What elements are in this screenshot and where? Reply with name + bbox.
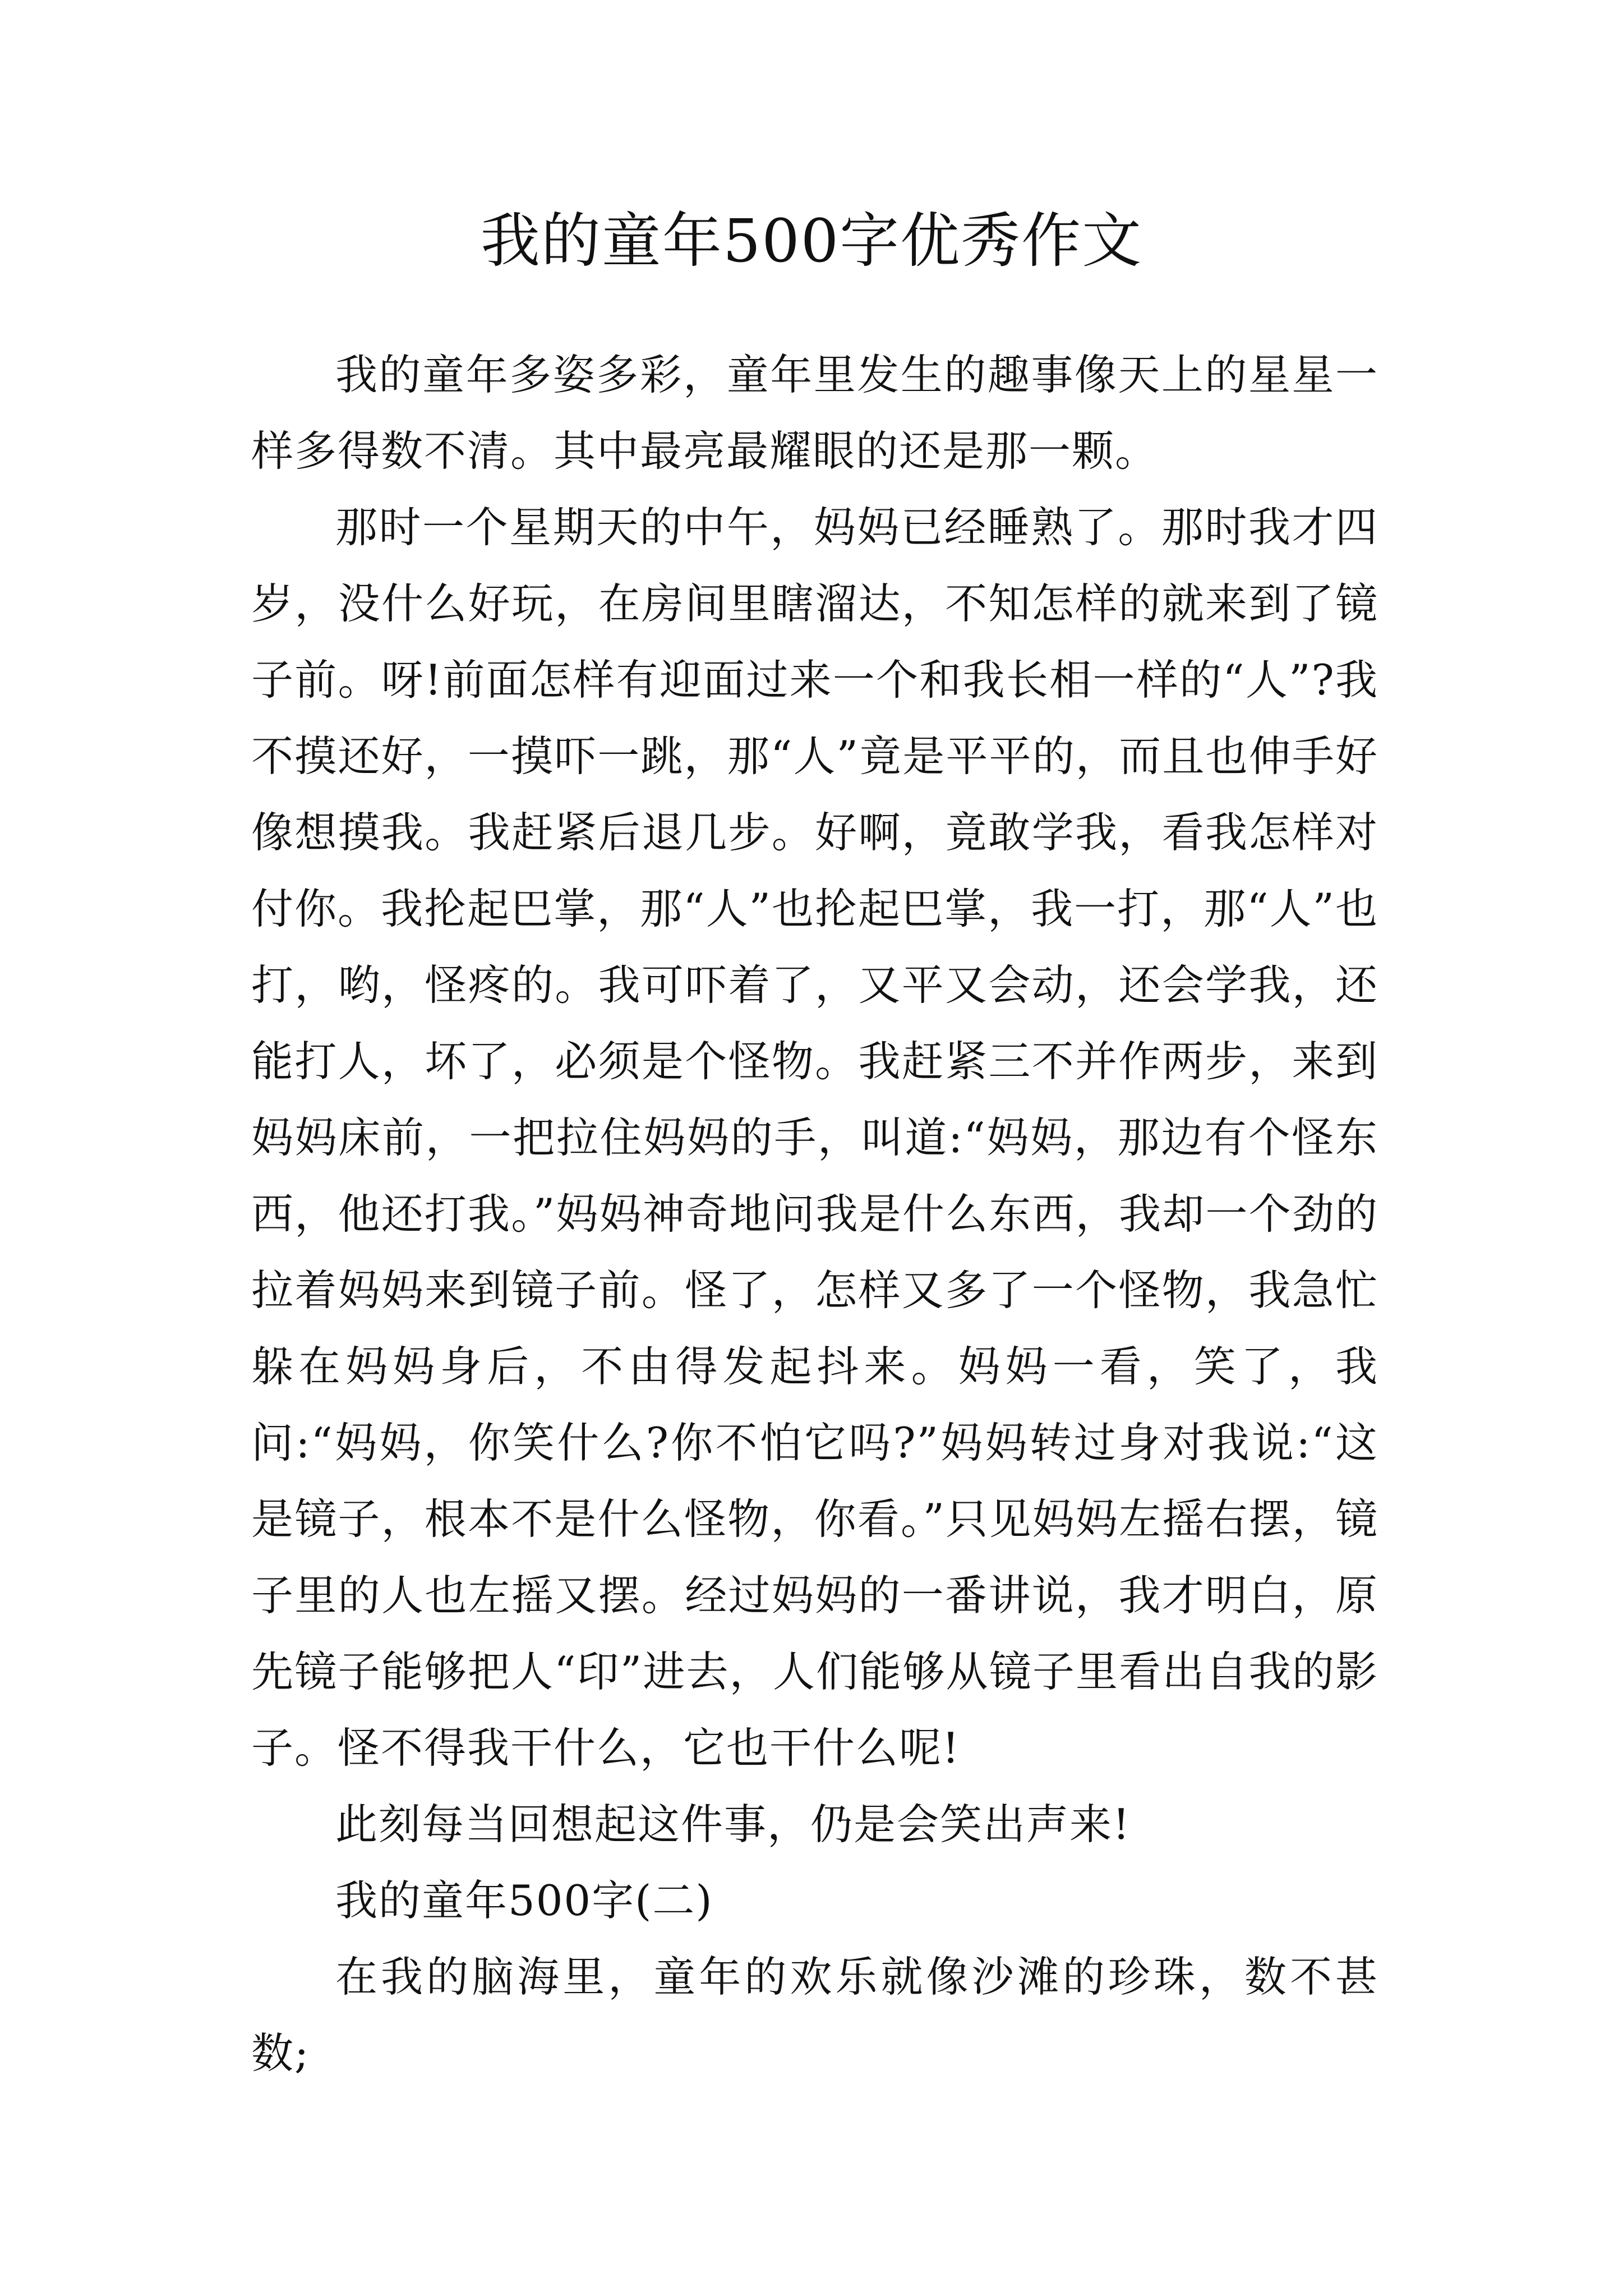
paragraph-intro: 我的童年多姿多彩，童年里发生的趣事像天上的星星一样多得数不清。其中最亮最耀眼的还是那一颗。 <box>251 350 1378 476</box>
paragraph-second-essay-start: 在我的脑海里，童年的欢乐就像沙滩的珍珠，数不甚数; <box>251 1952 1378 2078</box>
document-title: 我的童年500字优秀作文 <box>480 206 1143 275</box>
section-heading-two: 我的童年500字(二) <box>335 1876 713 1925</box>
document-body <box>251 337 1378 2091</box>
paragraph-mirror-story: 那时一个星期天的中午，妈妈已经睡熟了。那时我才四岁，没什么好玩，在房间里瞎溜达，不知怎样的就来到了镜子前。呀!前面怎样有迎面过来一个和我长相一样的“人”?我不摸还好，一摸吓一跳，那“人”竟是平平的，而且也伸手好像想摸我。我赶紧后退几步。好啊，竟敢学我，看我怎样对付你。我抡起巴掌，那“人”也抡起巴掌，我一打，那“人”也打，哟，怪疼的。我可吓着了，又平又会动，还会学我，还能打人，坏了，必须是个怪物。我赶紧三不并作两步，来到妈妈床前，一把拉住妈妈的手，叫道:“妈妈，那边有个怪东西，他还打我。”妈妈神奇地问我是什么东西，我却一个劲的拉着妈妈来到镜子前。怪了，怎样又多了一个怪物，我急忙躲在妈妈身后，不由得发起抖来。妈妈一看，笑了，我问:“妈妈，你笑什么?你不怕它吗?”妈妈转过身对我说:“这是镜子，根本不是什么怪物，你看。”只见妈妈左摇右摆，镜子里的人也左摇又摆。经过妈妈的一番讲说，我才明白，原先镜子能够把人“印”进去，人们能够从镜子里看出自我的影子。怪不得我干什么，它也干什么呢! <box>251 503 1378 1773</box>
paragraph-memory: 此刻每当回想起这件事，仍是会笑出声来! <box>335 1800 1131 1849</box>
